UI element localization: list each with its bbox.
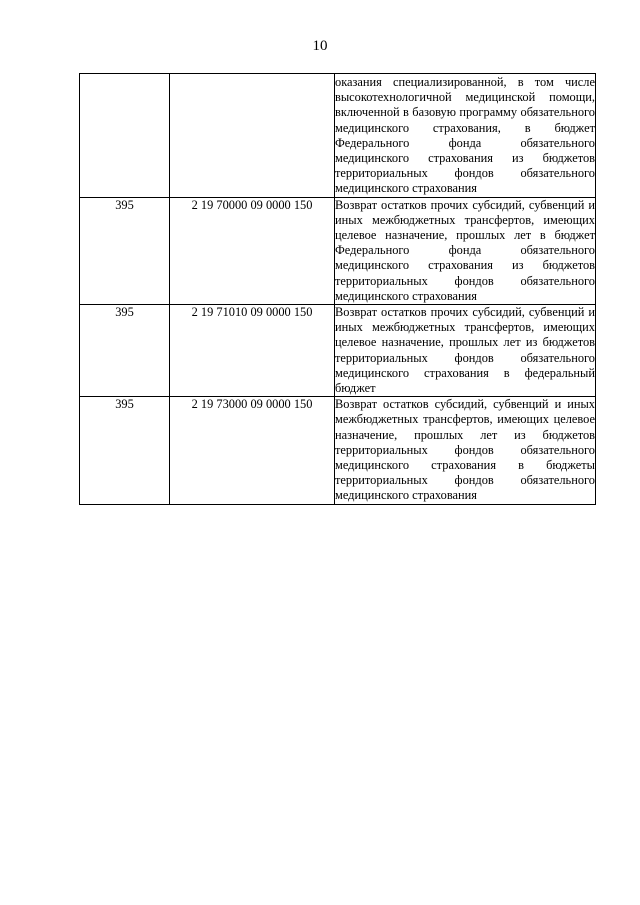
admin-code-cell — [80, 74, 170, 198]
table-row — [80, 305, 596, 397]
budget-code-cell — [170, 74, 335, 198]
budget-classification-table — [79, 73, 596, 505]
admin-code-cell: 395 — [80, 197, 170, 304]
budget-code-cell: 2 19 71010 09 0000 150 — [170, 305, 335, 397]
revenue-name-cell: Возврат остатков прочих субсидий, субвенций и иных межбюджетных трансфертов, имеющих целевое назначение, прошлых лет из бюджетов территориальных фондов обязательного медицинского страхования в федеральный бюджет — [335, 305, 595, 396]
admin-code-cell: 395 — [80, 305, 170, 397]
revenue-name-cell: Возврат остатков прочих субсидий, субвенций и иных межбюджетных трансфертов, имеющих целевое назначение, прошлых лет в бюджет Федерального фонда обязательного медицинского страхования из бюджетов территориальных фондов обязательного медицинского страхования — [335, 197, 595, 303]
budget-code-cell: 2 19 70000 09 0000 150 — [170, 197, 335, 304]
budget-code-cell: 2 19 73000 09 0000 150 — [170, 397, 335, 504]
revenue-name-cell: оказания специализированной, в том числе высокотехнологичной медицинской помощи, включенной в базовую программу обязательного медицинского страхования, в бюджет Федерального фонда обязательного медицинского страхования из бюджетов территориальных фондов обязательного медицинского страхования — [335, 75, 595, 196]
table-row — [80, 397, 596, 504]
table-row — [80, 74, 596, 198]
table-row — [80, 197, 596, 304]
admin-code-cell: 395 — [80, 397, 170, 504]
page-number: 10 — [312, 38, 328, 54]
revenue-name-cell: Возврат остатков субсидий, субвенций и иных межбюджетных трансфертов, имеющих целевое назначение, прошлых лет из бюджетов территориальных фондов обязательного медицинского страхования в бюджеты территориальных фондов обязательного медицинского страхования — [335, 397, 595, 503]
